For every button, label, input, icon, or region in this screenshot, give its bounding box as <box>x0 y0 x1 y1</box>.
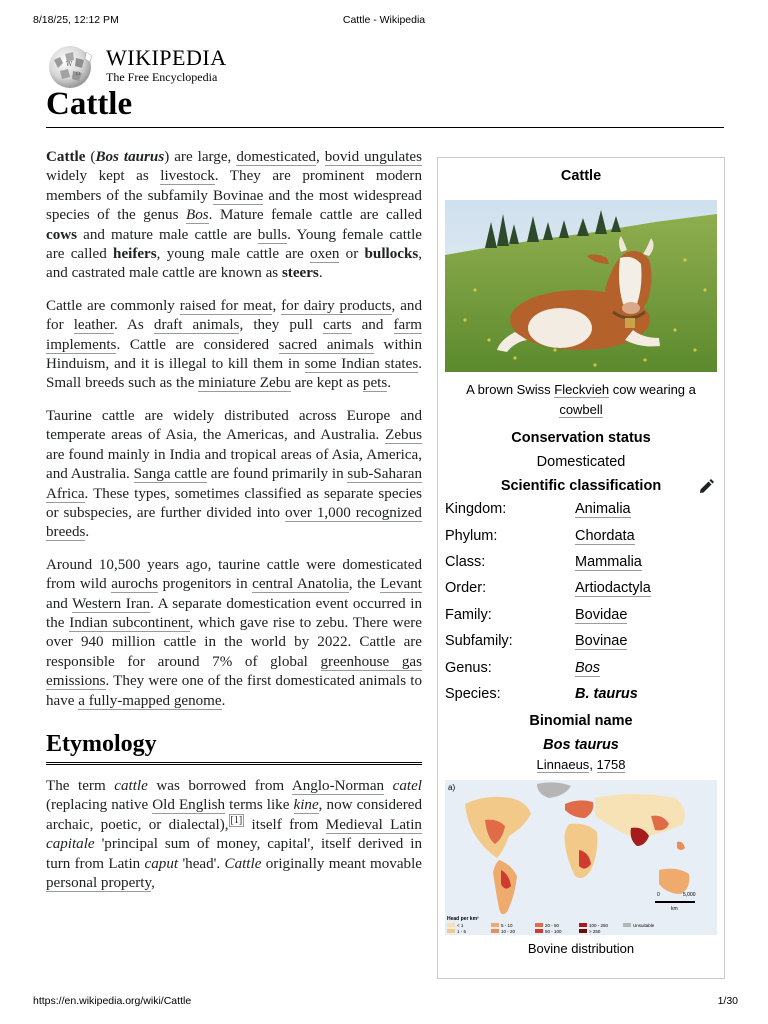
legend-swatch <box>623 923 631 927</box>
section-heading-etymology: Etymology <box>46 730 157 757</box>
text-run: . <box>85 524 90 541</box>
text-run: itself from <box>244 816 326 833</box>
legend-label: 10 - 20 <box>501 929 516 935</box>
article-link[interactable]: domesticated <box>236 149 316 165</box>
text-run: , <box>151 875 155 891</box>
text-run: , they pull <box>239 317 323 334</box>
taxonomy-row <box>438 549 724 575</box>
lead-paragraph <box>46 407 422 543</box>
bold-term: bullocks <box>364 246 419 263</box>
taxonomy-row <box>438 681 724 707</box>
text-run <box>384 778 393 794</box>
article-link[interactable]: miniature Zebu <box>198 375 291 392</box>
text-run: , and castrated male cattle are known as <box>46 246 423 282</box>
conservation-status-value: Domesticated <box>536 454 626 470</box>
article-link[interactable]: personal property <box>46 875 152 891</box>
article-link[interactable]: for dairy products <box>281 297 392 314</box>
text-run: . <box>387 375 392 392</box>
article-body <box>46 148 422 906</box>
legend-label: Unsuitable <box>633 923 655 929</box>
article-link[interactable]: some Indian states <box>304 356 419 373</box>
text-run: ) are large, <box>164 149 237 165</box>
taxonomy-value[interactable]: Mammalia <box>575 553 642 570</box>
map-legend-title: Head per km² <box>447 916 479 923</box>
scientific-classification-header <box>438 478 724 494</box>
map-scale-unit: km <box>671 906 678 913</box>
text-run: and <box>46 595 73 612</box>
legend-swatch <box>535 923 543 927</box>
map-scale-bar <box>655 901 695 903</box>
svg-text:W: W <box>66 61 73 68</box>
text-run: are found primarily in <box>206 466 348 483</box>
taxonomy-value-cell <box>575 554 724 570</box>
lead-paragraph <box>46 556 422 711</box>
wordmark-tagline: The Free Encyclopedia <box>106 70 218 84</box>
taxonomy-value[interactable]: Chordata <box>575 527 635 544</box>
taxonomy-rank: Order: <box>445 580 487 597</box>
text-run: within Hinduism, and it is illegal to kill them in <box>46 336 422 373</box>
taxonomy-row <box>438 602 724 628</box>
legend-swatch <box>491 923 499 927</box>
article-link[interactable]: bovid ungulates <box>324 149 422 165</box>
taxonomy-value[interactable]: Artiodactyla <box>575 580 651 597</box>
cowbell-link[interactable]: cowbell <box>559 402 603 417</box>
article-link[interactable]: central Anatolia <box>252 576 349 593</box>
print-page-number: 1/30 <box>717 995 738 1007</box>
text-run: , the <box>348 576 381 593</box>
taxonomy-value-cell <box>575 528 724 544</box>
article-link[interactable]: Sanga cattle <box>133 466 207 483</box>
print-page-title: Cattle - Wikipedia <box>342 14 426 26</box>
etymology-paragraph <box>46 777 422 893</box>
year-1758-link[interactable]: 1758 <box>596 757 626 773</box>
bold-term: Cattle <box>46 149 86 165</box>
wordmark-text: WIKIPEDIA <box>106 45 227 70</box>
italic-term: capitale <box>46 836 95 853</box>
legend-label: 20 - 50 <box>545 923 560 929</box>
text-run: . Young female cattle are called <box>46 226 422 263</box>
taxonomy-rank: Family: <box>445 606 492 623</box>
article-link[interactable]: over 1,000 recognized breeds <box>46 504 422 541</box>
text-run: and mature male cattle are <box>77 226 258 243</box>
legend-label: > 250 <box>589 929 601 935</box>
article-link[interactable]: Anglo-Norman <box>291 777 385 794</box>
legend-swatch <box>447 929 455 933</box>
article-link[interactable]: sacred animals <box>278 336 374 353</box>
taxonomy-value-cell <box>575 607 724 623</box>
page-title: Cattle <box>46 86 133 122</box>
binomial-name-value: Bos taurus <box>543 737 619 754</box>
article-link[interactable]: oxen <box>310 246 340 263</box>
article-link[interactable]: aurochs <box>111 576 159 593</box>
taxonomy-value: B. taurus <box>575 685 638 702</box>
text-run: . A separate domestication event occurred in the <box>46 595 423 631</box>
print-datetime: 8/18/25, 12:12 PM <box>33 14 119 26</box>
text-run: are found mainly in India and tropical areas of Asia, America, and Australia. <box>46 446 422 483</box>
legend-label: < 1 <box>457 923 464 929</box>
taxonomy-row <box>438 654 724 680</box>
taxonomy-value-cell <box>575 686 724 702</box>
taxonomy-rank: Species: <box>445 685 501 702</box>
article-link[interactable]: Zebus <box>385 427 422 444</box>
cow-photo[interactable] <box>445 200 717 372</box>
text-run: progenitors in <box>158 576 253 593</box>
text-run: and <box>351 317 394 334</box>
fleckvieh-link[interactable]: Fleckvieh <box>554 382 610 397</box>
italic-term: Cattle <box>224 855 262 872</box>
text-run: , <box>315 149 325 165</box>
conservation-status-heading: Conservation status <box>511 430 651 446</box>
legend-label: 50 - 100 <box>545 929 562 935</box>
article-link[interactable]: pets <box>362 375 388 392</box>
legend-swatch <box>491 929 499 933</box>
section-divider <box>46 762 422 765</box>
taxonomy-value[interactable]: Bovidae <box>575 606 628 623</box>
text-run: ( <box>85 149 96 165</box>
bold-term: Bos taurus <box>95 149 165 165</box>
caption-text: A brown Swiss <box>466 382 555 397</box>
text-run: . Small breeds such as the <box>46 356 422 392</box>
text-run: . <box>221 692 226 709</box>
article-link[interactable]: draft animals <box>153 317 240 334</box>
text-run: originally meant movable <box>261 855 422 872</box>
text-run: 'principal sum of money, capital', itself derived in turn from Latin <box>46 836 422 872</box>
text-run: (replacing native <box>46 797 153 814</box>
legend-swatch <box>535 929 543 933</box>
article-link[interactable]: kine <box>293 797 319 814</box>
legend-label: 100 - 250 <box>589 923 609 929</box>
taxonomy-rank: Subfamily: <box>445 633 513 650</box>
lead-paragraph <box>46 148 422 284</box>
text-run: , which gave rise to zebu. There were over 940 million cattle in the world by 2022. Cattle are responsible for around 7% of global <box>46 614 422 670</box>
text-run: . As <box>113 317 154 334</box>
taxonomy-row <box>438 496 724 522</box>
map-panel-label: a) <box>448 783 456 793</box>
text-run: . Mature female cattle are called <box>208 207 422 224</box>
article-link[interactable]: greenhouse gas emissions <box>46 653 422 690</box>
wikipedia-globe-logo[interactable] <box>46 42 98 90</box>
taxonomy-value-cell <box>575 660 724 676</box>
text-run: are kept as <box>290 375 363 392</box>
article-link[interactable]: Old English <box>152 797 226 814</box>
taxonomy-value[interactable]: Bovinae <box>575 633 628 650</box>
caption-text: cow wearing a <box>609 382 696 397</box>
article-link[interactable]: farm implements <box>46 317 423 353</box>
legend-swatch <box>447 923 455 927</box>
legend-swatch <box>579 923 587 927</box>
article-link[interactable]: livestock <box>160 168 215 185</box>
infobox <box>437 157 725 979</box>
legend-label: 5 - 10 <box>501 923 513 929</box>
article-link[interactable]: a fully-mapped genome <box>78 692 222 709</box>
text-run: , now considered archaic, poetic, or dialectal), <box>46 797 422 833</box>
article-link[interactable]: bulls <box>257 226 288 243</box>
text-run: , <box>272 297 282 314</box>
article-link[interactable]: Levant <box>380 576 422 593</box>
infobox-title: Cattle <box>560 168 602 184</box>
text-run: Taurine cattle are widely distributed across Europe and temperate areas of Asia, the Americas, and Australia. <box>46 407 422 444</box>
map-scale-zero: 0 <box>657 892 660 899</box>
bold-term: steers <box>281 265 319 282</box>
text-run: . They are prominent modern members of the subfamily <box>46 168 422 204</box>
text-run: Cattle are commonly <box>46 297 180 314</box>
article-link[interactable]: sub-Saharan Africa <box>46 466 423 502</box>
text-run: 'head'. <box>178 855 225 872</box>
taxonomy-value-cell <box>575 580 724 596</box>
text-run: was borrowed from <box>147 777 292 794</box>
scientific-classification-heading: Scientific classification <box>500 478 662 494</box>
binomial-authority <box>438 757 724 772</box>
italic-term: caput <box>144 855 179 872</box>
taxonomy-rank: Kingdom: <box>445 501 507 518</box>
article-link[interactable]: Western Iran <box>72 595 151 612</box>
text-run: , and for <box>46 297 423 334</box>
photo-caption <box>448 380 714 420</box>
article-link[interactable]: Bos <box>186 207 209 224</box>
authority-separator: , <box>589 757 597 773</box>
binomial-name-heading: Binomial name <box>529 713 633 730</box>
article-link[interactable]: raised for meat <box>179 297 273 314</box>
text-run: and the most widespread species of the genus <box>46 187 422 224</box>
text-run: terms like <box>225 797 294 814</box>
text-run: Around 10,500 years ago, taurine cattle were domesticated from wild <box>46 556 422 593</box>
article-link[interactable]: carts <box>323 317 352 334</box>
map-scale-max: 5,000 <box>683 892 696 899</box>
pencil-icon[interactable] <box>698 479 714 495</box>
distribution-map[interactable] <box>445 780 717 935</box>
taxonomy-value[interactable]: Animalia <box>575 501 631 518</box>
italic-term: catel <box>392 777 422 794</box>
article-link[interactable]: leather <box>73 317 114 334</box>
taxonomy-rank: Class: <box>445 553 486 570</box>
wikipedia-wordmark[interactable] <box>106 46 227 84</box>
taxonomy-row <box>438 522 724 548</box>
article-link[interactable]: Bovinae <box>213 187 264 204</box>
article-link[interactable]: Indian subcontinent <box>69 614 190 631</box>
taxonomy-row <box>438 575 724 601</box>
text-run: , young male cattle are <box>156 246 311 263</box>
taxonomy-table <box>438 496 724 707</box>
text-run: . <box>318 265 323 282</box>
text-run: widely kept as <box>46 168 161 185</box>
bold-term: cows <box>46 226 78 243</box>
linnaeus-link[interactable]: Linnaeus <box>536 757 590 773</box>
lead-paragraph <box>46 297 422 394</box>
bold-term: heifers <box>113 246 157 263</box>
text-run: . These types, sometimes classified as separate species or subspecies, are further divided into <box>46 485 422 521</box>
title-divider <box>46 127 724 128</box>
article-link[interactable]: Medieval Latin <box>325 816 422 833</box>
italic-term: cattle <box>114 777 148 794</box>
text-run: . Cattle are considered <box>116 336 279 353</box>
map-caption: Bovine distribution <box>527 941 635 957</box>
text-run: The term <box>46 777 115 794</box>
taxonomy-value[interactable]: Bos <box>575 659 600 676</box>
legend-label: 1 - 5 <box>457 929 467 935</box>
legend-swatch <box>579 929 587 933</box>
taxonomy-value-cell <box>575 633 724 649</box>
taxonomy-value-cell <box>575 501 724 517</box>
taxonomy-rank: Phylum: <box>445 527 498 544</box>
svg-text:Ω: Ω <box>76 71 81 77</box>
print-url: https://en.wikipedia.org/wiki/Cattle <box>33 995 192 1007</box>
text-run: . They were one of the first domesticated animals to have <box>46 673 422 709</box>
taxonomy-rank: Genus: <box>445 659 492 676</box>
taxonomy-row <box>438 628 724 654</box>
citation-link[interactable]: [1] <box>230 814 243 826</box>
text-run: or <box>339 246 365 263</box>
